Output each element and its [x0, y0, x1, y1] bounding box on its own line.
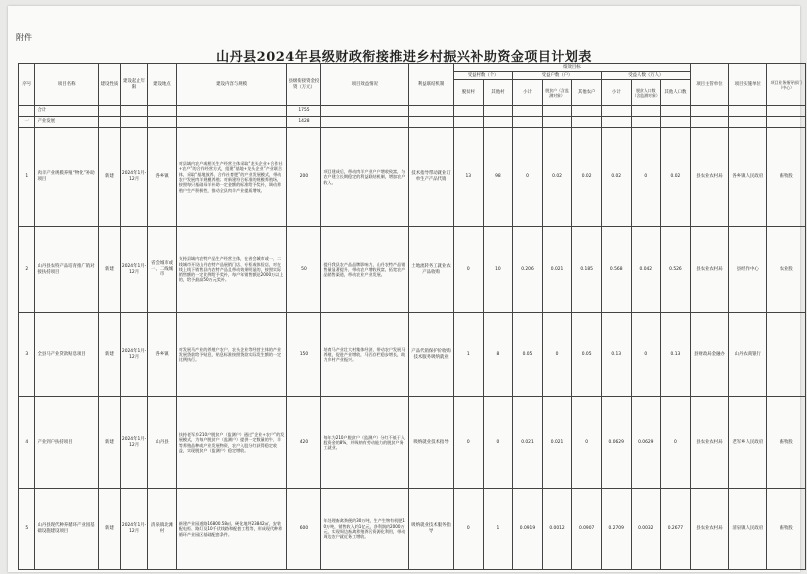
page-title: 山丹县2024年县级财政衔接推进乡村振兴补助资金项目计划表 [216, 50, 592, 65]
row-poor-people: 0 [631, 313, 661, 397]
row-content: 新建产业园道路16800.58㎡，硬化地坪23842㎡，安装配电柜、路灯及10千伏线路和配套工程等，形成现代种养循环产业园区基础配套条件。 [176, 489, 287, 570]
row-other-household: 0.02 [572, 128, 602, 227]
row-other-village: 10 [483, 227, 513, 313]
header-guide: 项目业务指导部门（中心） [767, 64, 806, 106]
row-type: 新建 [99, 128, 121, 227]
row-impl: 县经作中心 [729, 227, 767, 313]
row-poor-household: 0.02 [542, 128, 572, 227]
row-location: 山丹县 [148, 397, 176, 489]
row-benefit: 提升我县农产品品牌影响力，山丹农特产品销售量显著提升，带动农户增收致富，拓宽农产品销售渠道，带动农业产业发展。 [321, 227, 409, 313]
row-mechanism: 吸纳就业技术指导 [409, 397, 454, 489]
row-mechanism: 土地流转务工就业农产品收购 [409, 227, 454, 313]
row-other-people: 0 [661, 397, 691, 489]
header-poor-people: 脱贫人口数（含监测对象） [631, 80, 661, 106]
table-row [19, 227, 806, 313]
row-benefit: 项目建成后，带动肉羊产业户户增收致富，与农户建立长期稳定的利益联结机制，增加农户收入。 [321, 128, 409, 227]
header-households-group: 受益户数（户） [513, 72, 602, 80]
row-other-people: 0.02 [661, 128, 691, 227]
row-poor-people: 0.0629 [631, 397, 661, 489]
row-content: 扶持老军乡210户脱贫户（监测户）通过“企业+农户”的发展模式，为每户脱贫户（监测户）提供一定数量的牛、羊等养殖品种或产业发展物资，农户入股分红获得稳定收益，实现脱贫户（监测户）稳定增收。 [176, 397, 287, 489]
row-poor-household: 0 [542, 313, 572, 397]
table-row [19, 313, 806, 397]
row-guide: 畜牧股 [767, 397, 806, 489]
row-period: 2024年1月-12月 [120, 313, 147, 397]
row-guide: 畜牧股 [767, 489, 806, 570]
row-other-household: 0 [572, 397, 602, 489]
row-other-people: 0.13 [661, 313, 691, 397]
row-guide: 农业股 [767, 227, 806, 313]
header-funds: 县级衔接资金投资（万元） [287, 64, 321, 106]
header-villages-group: 受益村数（个） [454, 72, 513, 80]
row-funds: 420 [287, 397, 321, 489]
row-impl: 老军乡人民政府 [729, 397, 767, 489]
header-type: 建设性质 [99, 64, 121, 106]
row-pp-subtotal: 0.13 [601, 313, 631, 397]
category-seq: 一 [19, 117, 35, 128]
row-impl: 山丹农商银行 [729, 313, 767, 397]
header-content: 建设内容与规模 [176, 64, 287, 106]
total-label: 合计 [35, 106, 99, 117]
row-type: 新建 [99, 397, 121, 489]
total-funds: 1755 [287, 106, 321, 117]
row-poor-household: 0.021 [542, 227, 572, 313]
header-other-people: 其他人口数 [661, 80, 691, 106]
row-benefit: 培育马产业壮大村集体经济，带动农户发展马养殖，促进产业增收，马匹存栏稳步增长，助力乡村产业振兴。 [321, 313, 409, 397]
header-seq: 序号 [19, 64, 35, 106]
row-other-household: 0.05 [572, 313, 602, 397]
row-hh-subtotal: 0.021 [513, 397, 543, 489]
row-dept: 县农业农村局 [690, 489, 728, 570]
header-mechanism: 利益联结机制 [409, 64, 454, 106]
row-location: 各乡镇 [148, 128, 176, 227]
row-name: 肉羊产业规模养殖“物化”补助项目 [35, 128, 99, 227]
header-location: 建设地点 [148, 64, 176, 106]
table-row [19, 489, 806, 570]
row-other-household: 0.0907 [572, 489, 602, 570]
total-row [19, 106, 806, 117]
header-other-farmer: 其他农户 [572, 80, 602, 106]
row-other-village: 0 [483, 397, 513, 489]
row-period: 2024年1月-12月 [120, 489, 147, 570]
row-content: 对县域内农户或相关生产经营主体采取“龙头企业+合作社+农户”的合作经营方式，组建“基地+龙头企业”产业联合体，采取“基地放养、合作社育肥”的产业发展模式，带动农户发展肉羊规模养殖；对新建符合标准的规模养殖场，按照每只基础母羊补助一定金额的标准给予奖补，调动养殖户生产积极性，推动全县肉羊产业提质增效。 [176, 128, 287, 227]
row-pp-subtotal: 0.0629 [601, 397, 631, 489]
category-row [19, 117, 806, 128]
row-period: 2024年1月-12月 [120, 227, 147, 313]
row-type: 新建 [99, 227, 121, 313]
row-seq: 4 [19, 397, 35, 489]
row-poor-village: 0 [454, 227, 484, 313]
row-poor-village: 13 [454, 128, 484, 227]
document-page [8, 6, 800, 572]
row-poor-people: 0.0032 [631, 489, 661, 570]
row-hh-subtotal: 0.05 [513, 313, 543, 397]
row-benefit: 每年为210户脱贫户（监测户）分红不低于入股资金的8%，并吸纳有劳动能力的脱贫户务工就业。 [321, 397, 409, 489]
row-mechanism: 吸纳就业技术服务指导 [409, 489, 454, 570]
header-pp-subtotal: 小计 [601, 80, 631, 106]
row-other-village: 98 [483, 128, 513, 227]
header-poor-household: 脱贫户（含监测对象） [542, 80, 572, 106]
row-impl: 各乡镇人民政府 [729, 128, 767, 227]
row-location: 清泉镇北滩村 [148, 489, 176, 570]
header-poor-village: 脱贫村 [454, 80, 484, 106]
row-poor-people: 0 [631, 128, 661, 227]
row-name: 山丹县现代种养循环产业园基础设施建设项目 [35, 489, 99, 570]
row-name: 全县马产业贷款贴息项目 [35, 313, 99, 397]
row-pp-subtotal: 0.568 [601, 227, 631, 313]
attachment-label: 附件 [16, 33, 32, 42]
header-dept: 项目主管单位 [690, 64, 728, 106]
header-hh-subtotal: 小计 [513, 80, 543, 106]
row-type: 新建 [99, 313, 121, 397]
row-location: 省会城市或一、二线城市 [148, 227, 176, 313]
row-name: 产业到户扶持项目 [35, 397, 99, 489]
row-content: 对发展马产业的养殖户农户、农头企业等经营主体的产业发展贷款给予贴息，贴息标准按照贷款实际发生额的一定比例执行。 [176, 313, 287, 397]
row-impl: 清泉镇人民政府 [729, 489, 767, 570]
row-other-village: 1 [483, 489, 513, 570]
category-funds: 1428 [287, 117, 321, 128]
row-poor-village: 0 [454, 397, 484, 489]
row-poor-household: 0.0012 [542, 489, 572, 570]
row-poor-people: 0.042 [631, 227, 661, 313]
row-dept: 县农业农村局 [690, 397, 728, 489]
row-seq: 2 [19, 227, 35, 313]
row-pp-subtotal: 0.02 [601, 128, 631, 227]
header-impl: 项目实施单位 [729, 64, 767, 106]
row-period: 2024年1月-12月 [120, 128, 147, 227]
row-funds: 50 [287, 227, 321, 313]
row-funds: 200 [287, 128, 321, 227]
row-benefit: 年处理畜禽粪便约30万吨，生产生物有机肥10万吨，销售收入约1亿元，净利润约2000万元，实现周边畜禽养殖粪污资源化利用，带动周边农户就近务工增收。 [321, 489, 409, 570]
project-plan-table [18, 63, 806, 570]
total-seq [19, 106, 35, 117]
row-hh-subtotal: 0.0919 [513, 489, 543, 570]
row-funds: 600 [287, 489, 321, 570]
row-dept: 县农业农村局 [690, 128, 728, 227]
header-target-group: 绩效目标 [454, 64, 691, 72]
row-content: 支持县域内农特产品生产经营主体，在省会城市或一、二线城市开设山丹农特产品展销门店、专柜或体验店，对在线上线下销售县内农特产品且带动效果明显的，按照实际销售额的一定比例给予奖补，每户年销售额达2000万以上的，给予最高50万元奖补。 [176, 227, 287, 313]
row-other-village: 8 [483, 313, 513, 397]
row-poor-village: 0 [454, 489, 484, 570]
header-people-group: 受益人数（万人） [601, 72, 690, 80]
header-other-village: 其他村 [483, 80, 513, 106]
table-row [19, 397, 806, 489]
row-guide [767, 313, 806, 397]
row-guide: 畜牧股 [767, 128, 806, 227]
row-other-household: 0.185 [572, 227, 602, 313]
header-period: 建设起止年限 [120, 64, 147, 106]
row-mechanism: 技术指导带动就业订单生产产品代销 [409, 128, 454, 227]
row-location: 各乡镇 [148, 313, 176, 397]
row-period: 2024年1月-12月 [120, 397, 147, 489]
row-poor-village: 1 [454, 313, 484, 397]
row-mechanism: 产品代销保护价收购技术服务吸纳就业 [409, 313, 454, 397]
header-benefit: 项目效益情况 [321, 64, 409, 106]
row-hh-subtotal: 0.206 [513, 227, 543, 313]
row-dept: 县财政局金融办 [690, 313, 728, 397]
row-seq: 3 [19, 313, 35, 397]
row-hh-subtotal: 0 [513, 128, 543, 227]
row-seq: 5 [19, 489, 35, 570]
header-name: 项目名称 [35, 64, 99, 106]
row-other-people: 0.526 [661, 227, 691, 313]
row-name: 山丹县农特产品培育推广销对接扶持项目 [35, 227, 99, 313]
row-seq: 1 [19, 128, 35, 227]
row-poor-household: 0.021 [542, 397, 572, 489]
row-funds: 150 [287, 313, 321, 397]
row-dept: 县农业农村局 [690, 227, 728, 313]
table-row [19, 128, 806, 227]
row-other-people: 0.2677 [661, 489, 691, 570]
row-pp-subtotal: 0.2709 [601, 489, 631, 570]
category-label: 产业发展 [35, 117, 99, 128]
row-type: 新建 [99, 489, 121, 570]
